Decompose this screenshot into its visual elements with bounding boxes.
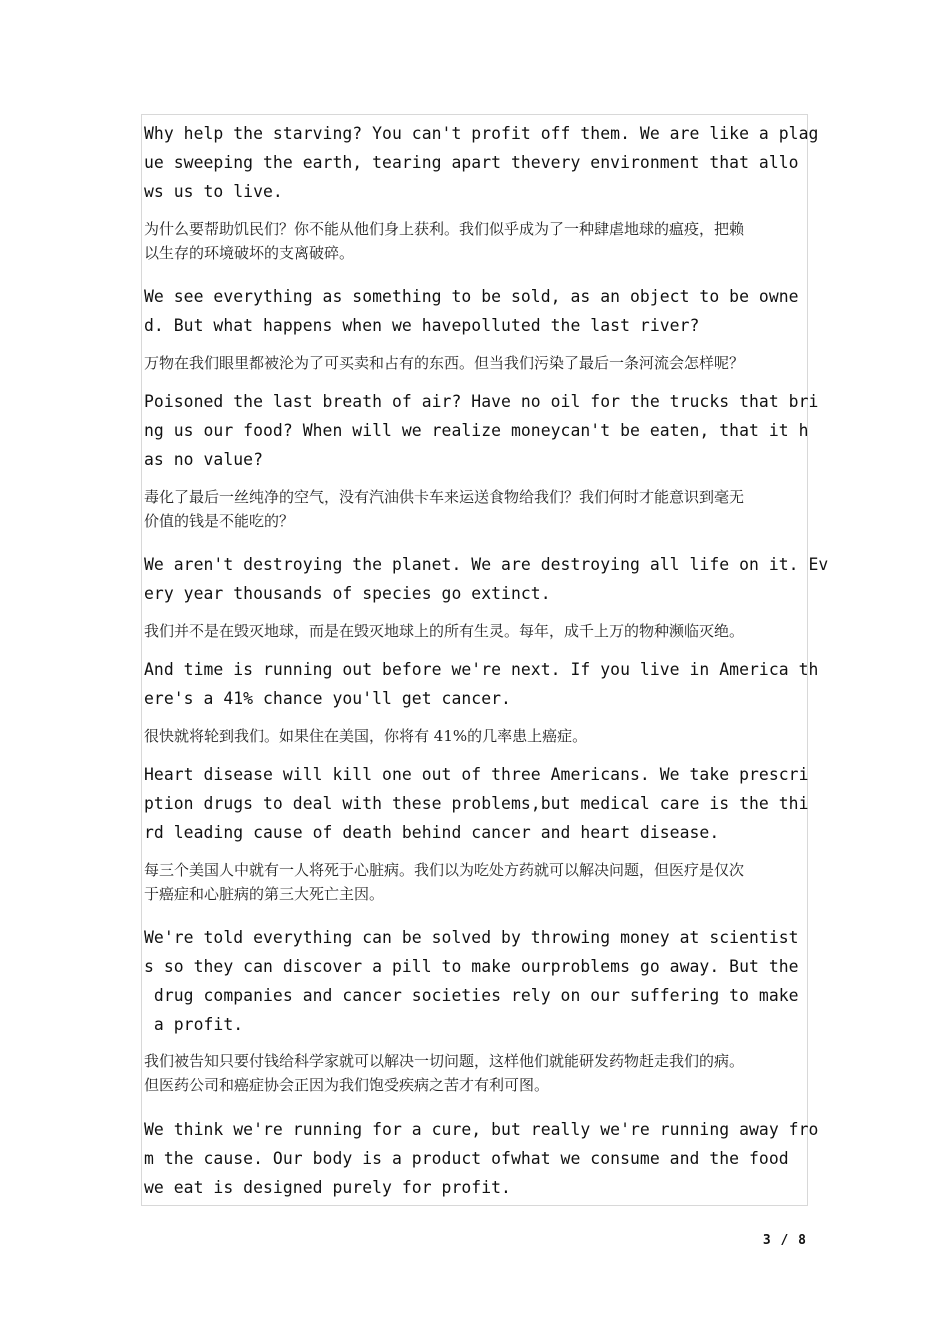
paragraph-english-8: We think we're running for a cure, but really we're running away fro m the cause. Our body is a product ofwhat we consume and the food we eat is designed purely for profit. <box>144 1120 819 1197</box>
paragraph-english-7: We're told everything can be solved by throwing money at scientist s so they can discover a pill to make ourproblems go away. But the drug companies and cancer societies rely on our suffering to make a profit. <box>144 928 799 1034</box>
paragraph-english-3: Poisoned the last breath of air? Have no oil for the trucks that bri ng us our food? When will we realize moneycan't be eaten, that it h as no value? <box>144 392 819 469</box>
paragraph-chinese-1: 为什么要帮助饥民们？你不能从他们身上获利。我们似乎成为了一种肆虐地球的瘟疫，把赖 以生存的环境破坏的支离破碎。 <box>144 220 745 262</box>
paragraph-chinese-2: 万物在我们眼里都被沦为了可买卖和占有的东西。但当我们污染了最后一条河流会怎样呢？ <box>144 354 745 372</box>
page-number: 3 / 8 <box>762 1233 807 1248</box>
paragraph-english-2: We see everything as something to be sold, as an object to be owne d. But what happens when we havepolluted the last river? <box>144 287 799 335</box>
paragraph-english-1: Why help the starving? You can't profit off them. We are like a plag ue sweeping the earth, tearing apart thevery environment that allo ws us to live. <box>144 124 819 201</box>
paragraph-english-5: And time is running out before we're next. If you live in America th ere's a 41% chance you'll get cancer. <box>144 660 819 708</box>
paragraph-english-6: Heart disease will kill one out of three Americans. We take prescri ption drugs to deal with these problems,but medical care is the thi rd leading cause of death behind cancer and heart disease. <box>144 765 809 842</box>
paragraph-chinese-7: 我们被告知只要付钱给科学家就可以解决一切问题，这样他们就能研发药物赶走我们的病。 但医药公司和癌症协会正因为我们饱受疾病之苦才有利可图。 <box>144 1052 745 1094</box>
paragraph-chinese-3: 毒化了最后一丝纯净的空气，没有汽油供卡车来运送食物给我们？我们何时才能意识到毫无 价值的钱是不能吃的？ <box>144 488 745 530</box>
paragraph-chinese-4: 我们并不是在毁灭地球，而是在毁灭地球上的所有生灵。每年，成千上万的物种濒临灭绝。 <box>144 622 745 640</box>
paragraph-chinese-6: 每三个美国人中就有一人将死于心脏病。我们以为吃处方药就可以解决问题，但医疗是仅次 于癌症和心脏病的第三大死亡主因。 <box>144 861 745 903</box>
paragraph-chinese-5: 很快就将轮到我们。如果住在美国，你将有 41%的几率患上癌症。 <box>144 727 588 745</box>
paragraph-english-4: We aren't destroying the planet. We are destroying all life on it. Ev ery year thousands of species go extinct. <box>144 555 829 603</box>
